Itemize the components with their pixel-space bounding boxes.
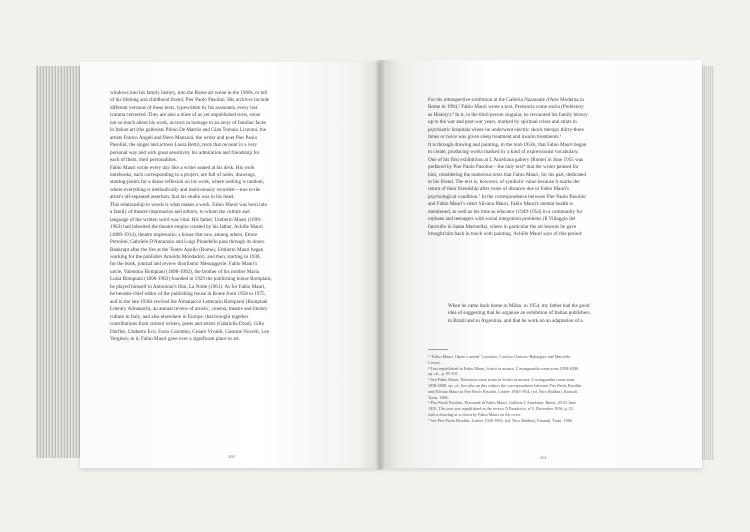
text-line: ⁶ Pier Paolo Pasolini, Personale di Fabio Mauri, Galleria L'Aureliana, Rome, 20-25 June xyxy=(428,400,577,406)
text-line: him, considering the numerous texts that Fabio Mauri, for his part, dedicated xyxy=(428,171,586,178)
text-line: One of his first exhibitions at L'Aureliana gallery (Rome) in June 1955 was xyxy=(428,156,584,163)
text-line: uncle, Valentino Bompiani (1898-1992), the brother of his mother Maria xyxy=(110,268,260,275)
text-line: language of the written word was vital. His father, Umberto Mauri (1899- xyxy=(110,216,262,223)
text-line: 1958-2008, op. cit. See also on this subject the correspondence between Pier Paolo Pasolini xyxy=(428,382,582,388)
text-line: with a drawing of a clown by Fabio Mauri on the cover. xyxy=(428,411,522,417)
text-line: of his lifelong and childhood friend, Pier Paolo Pasolini. His archives include xyxy=(110,97,270,104)
text-line: ⁵ See Fabio Mauri, Preistoria come storia in Scritti in mostra. L'avanguardia come zona xyxy=(428,377,575,383)
text-line: orphans and teenagers with social integration problems (Il Villaggio del xyxy=(428,216,576,223)
text-line: brought him back in touch with painting. Achille Mauri says of this period: xyxy=(428,231,583,238)
text-line: Rome in 1994,³ Fabio Mauri wrote a text, Preistoria come storia (Prehistory xyxy=(428,104,584,111)
text-line: Vergine); in it, Fabio Mauri gave over a significant place to art. xyxy=(110,335,240,342)
text-line: and in the late 1930s revived the Almanacco Letterario Bompiani (Bompiani xyxy=(110,298,268,305)
text-line: for the book, journal and review distributor Messaggerie. Fabio Mauri's xyxy=(110,261,258,268)
text-line: It is through drawing and painting, in the mid-1950s, that Fabio Mauri began xyxy=(428,141,587,148)
text-line: not so much about his work, as texts in homage to an array of familiar faces xyxy=(110,119,266,126)
book-gutter xyxy=(375,60,385,470)
text-line: comma corrected. They are also a mine of as yet unpublished texts, some xyxy=(110,112,261,119)
text-line: mentioned, as well as his time as educator (1949-1954) in a community for xyxy=(428,208,583,215)
text-line: ⁷ See Pier Paolo Pasolini, Lettere 1940-1954, (ed. Nico Baldini), Einaudi, Turin, 1986. xyxy=(428,417,573,423)
text-line: prefaced by Pier Paolo Pasolini—the only text⁶ that the writer penned for xyxy=(428,164,579,171)
text-line: times or twice was given sleep treatment and insulin treatments.⁵ xyxy=(428,134,562,141)
text-line: For his retrospective exhibition at the Galleria Nazionale d'Arte Moderna in xyxy=(428,97,584,103)
left-page-text xyxy=(110,90,340,434)
text-line: a family of theatre impresarios and editors, to whom the culture and xyxy=(110,209,250,216)
left-page-edges xyxy=(36,66,84,458)
right-page-number: 261 xyxy=(540,455,547,460)
right-page-edges xyxy=(700,66,714,460)
text-line: each of them, their personalities. xyxy=(110,157,178,164)
text-line: Fabio Mauri wrote every day like a writer seated at his desk. His work xyxy=(110,164,255,171)
text-line: working for the publisher Arnoldo Mondadori, and then, starting in 1938, xyxy=(110,253,261,260)
text-line: different versions of these texts, typewritten by his assistants, every last xyxy=(110,104,258,111)
text-line: he became chief editor of the publishing house in Rome from 1958 to 1975, xyxy=(110,291,266,298)
text-line: Cossu). xyxy=(428,359,441,365)
text-line: ⁴ Text republished in Fabio Mauri, Scritti in mostra. L'avanguardia come zona 1958-2008, xyxy=(428,365,579,371)
text-line: windows into his family history, into the Rome art scene in the 1960s, or tell xyxy=(110,90,268,96)
text-line: he played himself in Antonioni's film, La Notte (1961). As for Fabio Mauri, xyxy=(110,283,266,290)
text-line: Bankrupt after the fire at the Teatro Apollo (Rome), Umberto Mauri began xyxy=(110,246,264,253)
text-line: personal way and with great sensitivity his admiration and friendship for xyxy=(110,149,260,156)
text-line: to create, producing works marked by a kind of expressionist vocabulary. xyxy=(428,149,579,156)
text-line: and Fabio Mauri's sister Silvana Mauri, Fabio Mauri's mental health is xyxy=(428,201,573,208)
text-line: Dorfles, Umberto Eco, Furio Colombo, Cesare Vivaldi, Gastone Novelli, Leo xyxy=(110,328,270,335)
text-line: artists Franco Angeli and Piero Manzoni, the writer and poet Pier Paolo xyxy=(110,134,258,141)
text-line: When he came back home to Milan, in 1954, my father had the good xyxy=(448,303,590,309)
left-page-number: 260 xyxy=(228,454,235,459)
text-line: starting-points for a dense reflexion on his work, where nothing is random, xyxy=(110,179,265,186)
text-line: idea of suggesting that he organise an exhibition of Italian publishers xyxy=(448,310,590,317)
footnotes xyxy=(428,354,674,424)
text-line: contributions from current writers, poets and artists (Gabriella Drudi, Gillo xyxy=(110,321,265,328)
text-line: 1963) had inherited the theatre empire created by his father, Achille Mauri xyxy=(110,224,263,231)
text-line: return of their friendship after years of distance due to Fabio Mauri's xyxy=(428,186,569,193)
text-line: This relationship to words is what makes a work. Fabio Mauri was born into xyxy=(110,201,268,208)
text-line: Turin, 1986. xyxy=(428,394,449,400)
text-line: notebooks, each corresponding to a project, are full of notes, drawings, xyxy=(110,171,256,178)
text-line: where everything is methodically and meticulously recorded—true to the xyxy=(110,186,261,193)
text-line: as History).⁴ In it, in the third person singular, he recounted his family history xyxy=(428,111,588,118)
right-page-text xyxy=(428,97,674,303)
text-line: 1955. This text was republished in the review Il Paradosso, n°2, December 1956, p. 21, xyxy=(428,406,575,412)
text-line: in Brazil and in Argentina, and that he work on an adaptation of a xyxy=(448,317,583,324)
text-line: culture in Italy, and also elsewhere in Europe, that brought together xyxy=(110,313,249,320)
text-line: to his friend. The text is, however, of symbolic value because it marks the xyxy=(428,178,580,185)
text-line: psychological condition.⁷ In the correspondence between Pier Paolo Pasolini xyxy=(428,193,586,200)
text-line: (1869-1914), theatre impresario; a house that saw, among others, Ettore xyxy=(110,231,258,238)
text-line: ³ "Fabio Mauri. Opere e azioni" (curators: Carolyn Christov-Bakargiev and Marcella xyxy=(428,354,570,359)
text-line: psychiatric hospitals where he underwent electric shock therapy thirty-three xyxy=(428,126,584,133)
footnote-rule xyxy=(428,349,448,350)
text-line: Literary Almanach), an annual review of artistic, cinema, theatre and literary xyxy=(110,306,268,313)
text-line: and Silvana Mauri in Pier Paolo Pasolini, Lettere 1940-1954, (ed. Nico Baldini), Einaudi, xyxy=(428,388,578,394)
text-line: Pasolini, the singer and actress Laura Betti); texts that recount in a very xyxy=(110,142,257,149)
text-line: Luisa Bompiani (1896-1983) founded in 1929 the publishing house Bompiani; xyxy=(110,276,272,283)
text-line: artist's oft-repeated assertion, that his studio was in his head. xyxy=(110,194,235,201)
text-line: in Italian art (the gallerists Plinio De Martiis and Gian Tomaso Liverani, the xyxy=(110,127,267,134)
text-line: up to the war and post-war years, marked by spiritual crises and stints in xyxy=(428,119,577,126)
text-line: op. cit., p. 95-101. xyxy=(428,371,459,377)
block-quote xyxy=(448,303,674,325)
text-line: fanciullo in Santa Marinella), where in particular the art lessons he gave xyxy=(428,223,577,230)
text-line: Petrolini, Gabriele D'Annunzio and Luigi Pirandello pass through its doors. xyxy=(110,239,266,246)
